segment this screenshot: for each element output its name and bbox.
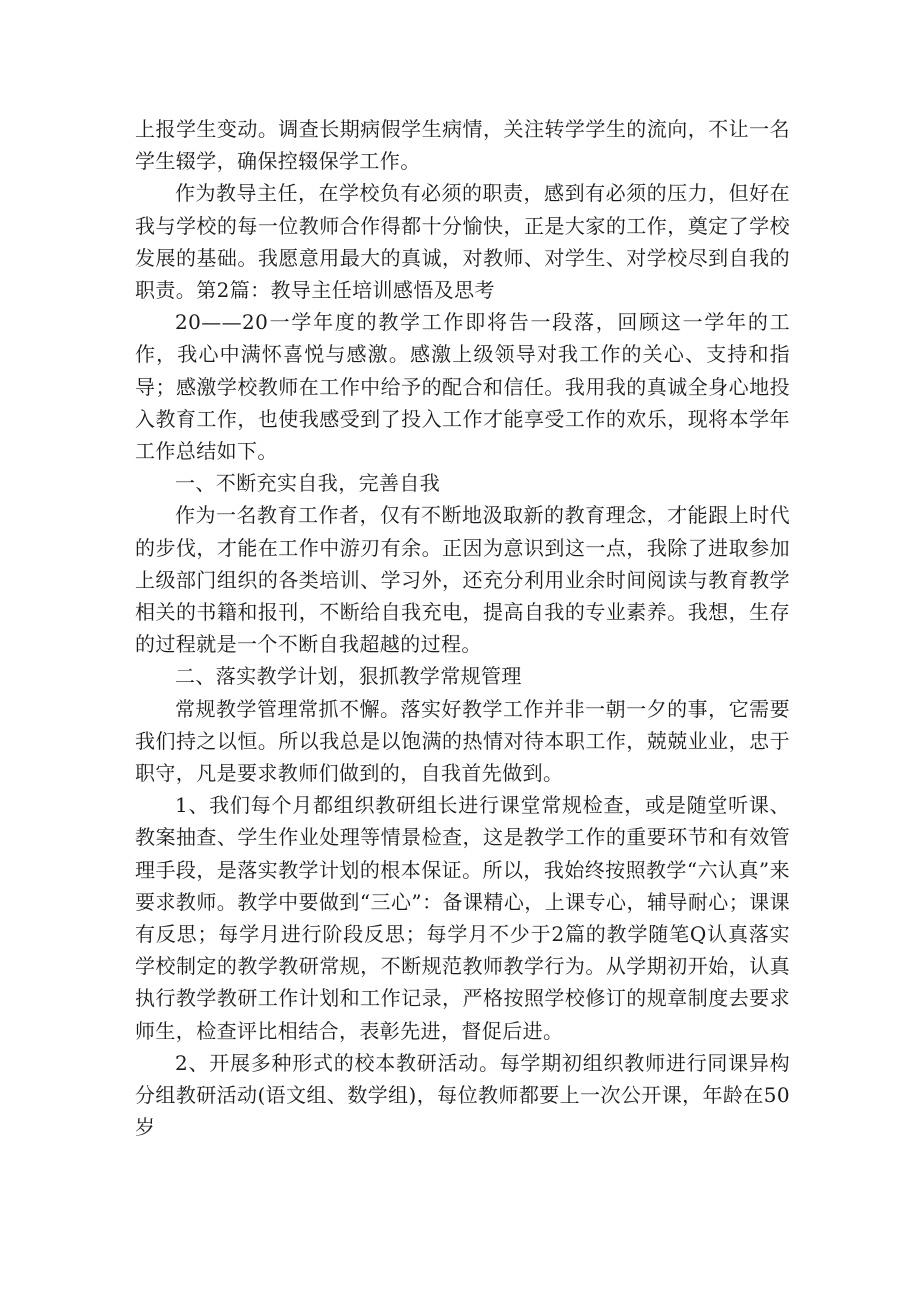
paragraph-year-review: 20——20一学年度的教学工作即将告一段落，回顾这一学年的工作，我心中满怀喜悦与感激。感激上级领导对我工作的关心、支持和指导；感激学校教师在工作中给予的配合和信任。我用我的真诚全身心地投入教育工作，也使我感受到了投入工作才能享受工作的欢乐，现将本学年工作总结如下。 (135, 310, 790, 464)
paragraph-item-2: 2、开展多种形式的校本教研活动。每学期初组织教师进行同课异构分组教研活动(语文组、数学组)，每位教师都要上一次公开课，年龄在50岁 (135, 1050, 790, 1140)
document-body (135, 113, 790, 1144)
section-heading-2: 二、落实教学计划，狠抓教学常规管理 (175, 664, 522, 689)
paragraph-duties: 作为教导主任，在学校负有必须的职责，感到有必须的压力，但好在我与学校的每一位教师合作得都十分愉快，正是大家的工作，奠定了学校发展的基础。我愿意用最大的真诚，对教师、对学生、对学校尽到自我的职责。第2篇：教导主任培训感悟及思考 (135, 181, 790, 303)
paragraph-routine-management: 常规教学管理常抓不懈。落实好教学工作并非一朝一夕的事，它需要我们持之以恒。所以我总是以饱满的热情对待本职工作，兢兢业业，忠于职守，凡是要求教师们做到的，自我首先做到。 (135, 696, 790, 786)
paragraph-item-1: 1、我们每个月都组织教研组长进行课堂常规检查，或是随堂听课、教案抽查、学生作业处理等情景检查，这是教学工作的重要环节和有效管理手段，是落实教学计划的根本保证。所以，我始终按照教学“六认真”来要求教师。教学中要做到“三心”：备课精心，上课专心，辅导耐心；课课有反思；每学月进行阶段反思；每学月不少于2篇的教学随笔Q认真落实学校制定的教学教研常规，不断规范教师教学行为。从学期初开始，认真执行教学教研工作计划和工作记录，严格按照学校修订的规章制度去要求师生，检查评比相结合，表彰先进，督促后进。 (135, 793, 790, 1043)
paragraph-self-improvement: 作为一名教育工作者，仅有不断地汲取新的教育理念，才能跟上时代的步伐，才能在工作中游刃有余。正因为意识到这一点，我除了进取参加上级部门组织的各类培训、学习外，还充分利用业余时间阅读与教育教学相关的书籍和报刊，不断给自我充电，提高自我的专业素养。我想，生存的过程就是一个不断自我超越的过程。 (135, 503, 790, 657)
section-heading-1: 一、不断充实自我，完善自我 (175, 471, 441, 496)
paragraph-continuation: 上报学生变动。调查长期病假学生病情，关注转学学生的流向，不让一名学生辍学，确保控辍保学工作。 (135, 117, 790, 174)
